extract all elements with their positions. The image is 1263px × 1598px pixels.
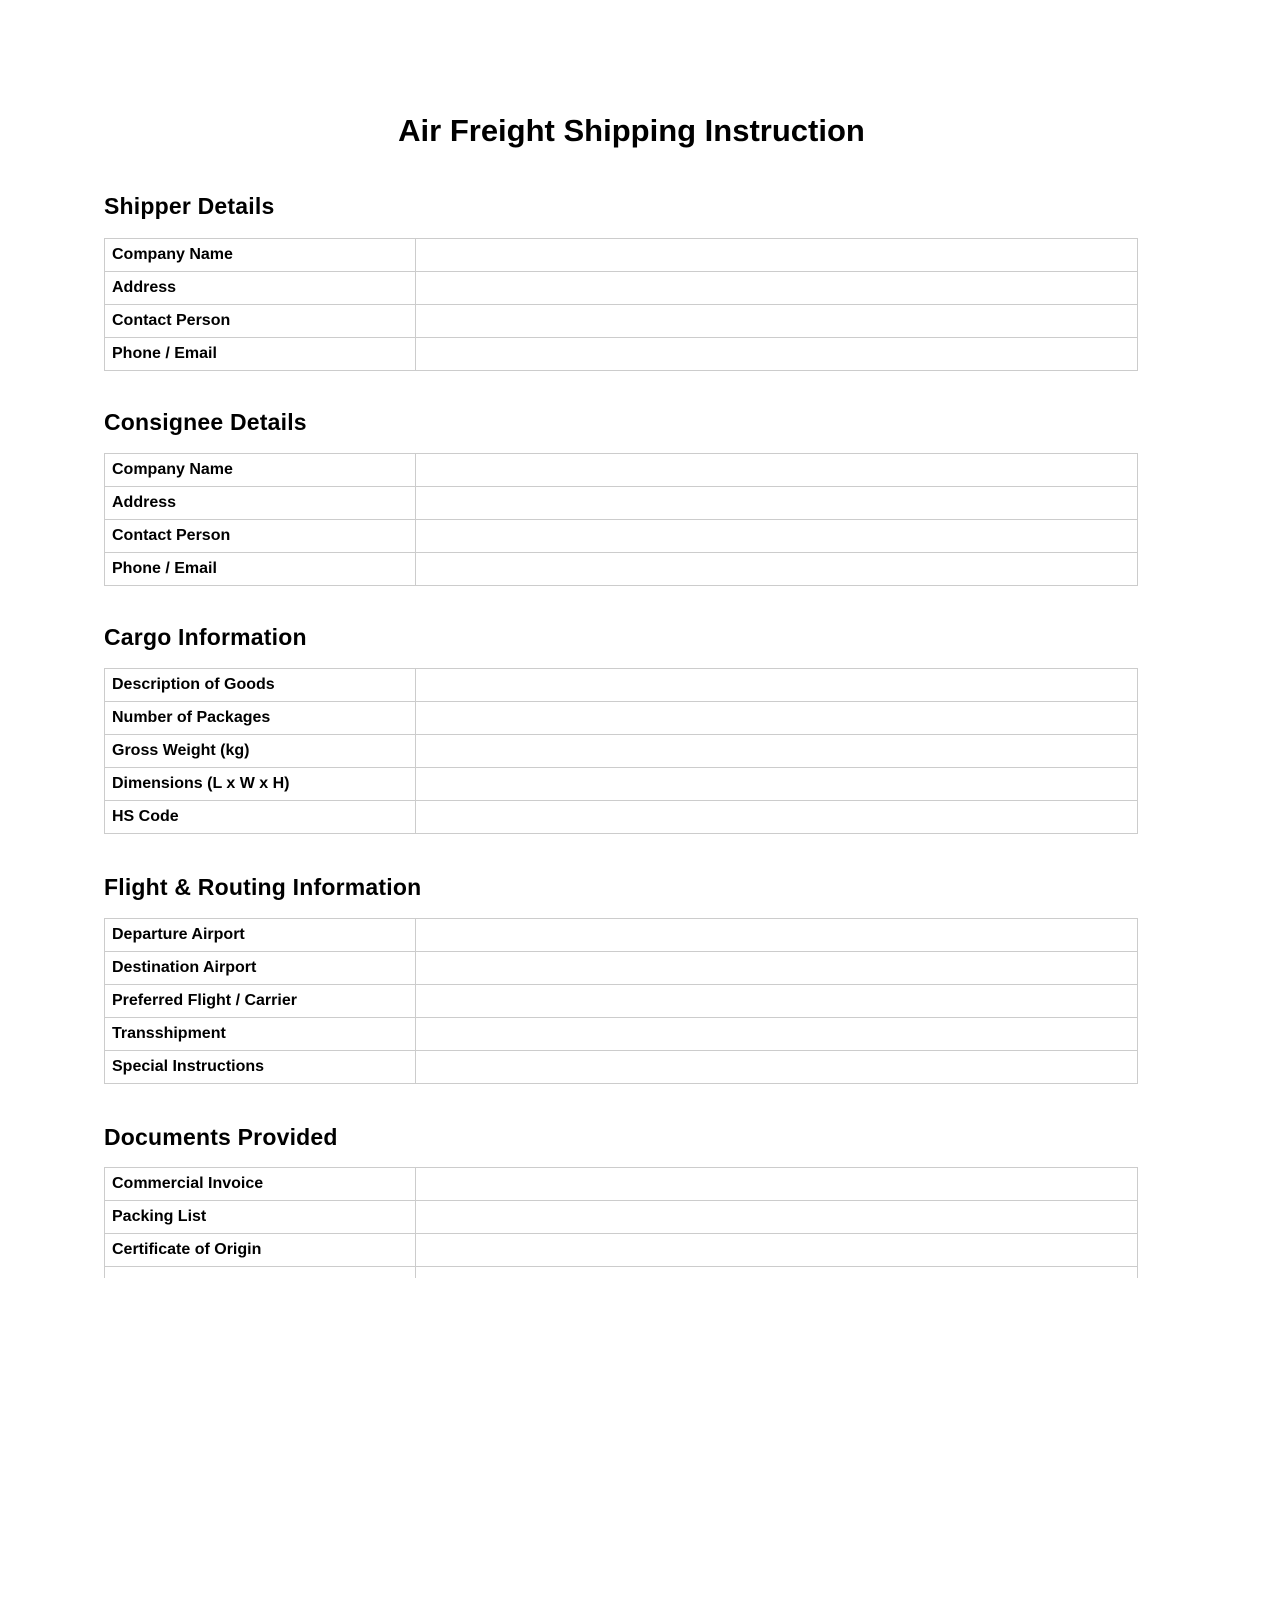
field-label: Company Name (105, 454, 416, 487)
description-of-goods-field[interactable] (416, 669, 1138, 702)
field-label: HS Code (105, 801, 416, 834)
field-label: Certificate of Origin (105, 1234, 416, 1267)
table-row (105, 801, 1138, 834)
field-label: Dimensions (L x W x H) (105, 768, 416, 801)
flight-routing-table (104, 918, 1138, 1084)
field-label: Packing List (105, 1201, 416, 1234)
table-row (105, 487, 1138, 520)
table-row (105, 553, 1138, 586)
section-title-documents: Documents Provided (104, 1124, 338, 1150)
table-row (105, 985, 1138, 1018)
address-field[interactable] (416, 487, 1138, 520)
table-row (105, 768, 1138, 801)
dimensions-field[interactable] (416, 768, 1138, 801)
section-title-consignee: Consignee Details (104, 409, 307, 435)
field-label: Description of Goods (105, 669, 416, 702)
field-label: Gross Weight (kg) (105, 735, 416, 768)
preferred-flight-carrier-field[interactable] (416, 985, 1138, 1018)
table-row (105, 272, 1138, 305)
number-of-packages-field[interactable] (416, 702, 1138, 735)
page-cutoff (0, 1278, 1263, 1598)
table-row (105, 338, 1138, 371)
field-label: Special Instructions (105, 1051, 416, 1084)
commercial-invoice-field[interactable] (416, 1168, 1138, 1201)
departure-airport-field[interactable] (416, 919, 1138, 952)
field-label: Phone / Email (105, 338, 416, 371)
field-label: Preferred Flight / Carrier (105, 985, 416, 1018)
company-name-field[interactable] (416, 239, 1138, 272)
field-label: Transshipment (105, 1018, 416, 1051)
shipper-details-table (104, 238, 1138, 371)
transshipment-field[interactable] (416, 1018, 1138, 1051)
table-row (105, 1168, 1138, 1201)
table-row (105, 669, 1138, 702)
field-label: Phone / Email (105, 553, 416, 586)
table-row (105, 1051, 1138, 1084)
cargo-information-table (104, 668, 1138, 834)
section-title-cargo: Cargo Information (104, 624, 307, 650)
phone-email-field[interactable] (416, 338, 1138, 371)
contact-person-field[interactable] (416, 305, 1138, 338)
field-label: Departure Airport (105, 919, 416, 952)
field-label: Number of Packages (105, 702, 416, 735)
destination-airport-field[interactable] (416, 952, 1138, 985)
special-instructions-field[interactable] (416, 1051, 1138, 1084)
section-title-flight-routing: Flight & Routing Information (104, 874, 422, 900)
field-label: Contact Person (105, 305, 416, 338)
gross-weight-field[interactable] (416, 735, 1138, 768)
table-row (105, 702, 1138, 735)
table-row (105, 952, 1138, 985)
field-label: Company Name (105, 239, 416, 272)
field-label: Commercial Invoice (105, 1168, 416, 1201)
field-label: Contact Person (105, 520, 416, 553)
page-title: Air Freight Shipping Instruction (398, 113, 865, 148)
company-name-field[interactable] (416, 454, 1138, 487)
consignee-details-table (104, 453, 1138, 586)
certificate-of-origin-field[interactable] (416, 1234, 1138, 1267)
packing-list-field[interactable] (416, 1201, 1138, 1234)
section-title-shipper: Shipper Details (104, 193, 275, 219)
table-row (105, 1234, 1138, 1267)
table-row (105, 1018, 1138, 1051)
phone-email-field[interactable] (416, 553, 1138, 586)
table-row (105, 919, 1138, 952)
table-row (105, 239, 1138, 272)
field-label: Destination Airport (105, 952, 416, 985)
table-row (105, 520, 1138, 553)
address-field[interactable] (416, 272, 1138, 305)
field-label: Address (105, 272, 416, 305)
table-row (105, 305, 1138, 338)
hs-code-field[interactable] (416, 801, 1138, 834)
contact-person-field[interactable] (416, 520, 1138, 553)
table-row (105, 735, 1138, 768)
table-row (105, 454, 1138, 487)
table-row (105, 1201, 1138, 1234)
field-label: Address (105, 487, 416, 520)
